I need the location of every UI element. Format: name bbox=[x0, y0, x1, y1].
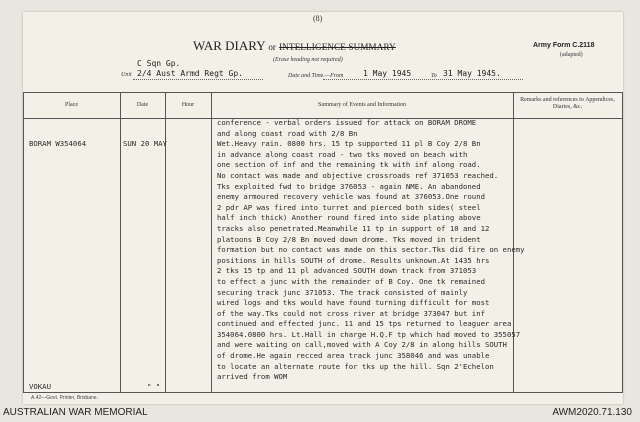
summary-line: and along coast road with 2/8 Bn bbox=[217, 128, 358, 138]
summary-line: continued and effected junc. 11 and 15 tps returned to leaguer area bbox=[217, 319, 512, 329]
date-label: Date and Time.—From bbox=[288, 73, 344, 79]
sub-unit: C Sqn Gp. bbox=[137, 59, 181, 68]
summary-line: half inch thick) Another round fired into side plating above bbox=[217, 213, 481, 223]
summary-line: Wet.Heavy rain. 0800 hrs. 15 tp supported 11 pl B Coy 2/8 Bn bbox=[217, 139, 481, 149]
summary-line: one section of inf and the remaining tk with inf along road. bbox=[217, 160, 481, 170]
title-struck: INTELLIGENCE SUMMARY bbox=[279, 42, 396, 52]
col-rule-left bbox=[23, 92, 24, 392]
col-rule-date bbox=[165, 92, 166, 392]
summary-line: platoons B Coy 2/8 Bn moved down drome. Tks moved in trident bbox=[217, 234, 481, 244]
col-rule-hour bbox=[211, 92, 212, 392]
summary-line: No contact was made and objective crossroads ref 371053 reached. bbox=[217, 170, 499, 180]
summary-line: wired logs and tks would have found turning difficult for most bbox=[217, 298, 490, 308]
entry-date: " " bbox=[147, 382, 161, 391]
summary-line: Tks exploited fwd to bridge 376053 - again NME. An abandoned bbox=[217, 181, 481, 191]
summary-line: 2 pdr AP was fired into turret and pierced both sides( steel bbox=[217, 202, 481, 212]
entry-place: BORAM W354064 bbox=[29, 139, 87, 148]
summary-text bbox=[217, 118, 569, 383]
summary-line: of drome.He again recced area track junc 358046 and was unable bbox=[217, 351, 490, 361]
date-underline bbox=[323, 79, 523, 80]
document-title bbox=[193, 38, 396, 54]
entry-place: VOKAU bbox=[29, 382, 51, 391]
summary-line: to locate an alternate route for tks up the hill. Sqn 2'Echelon bbox=[217, 361, 494, 371]
date-from: 1 May 1945 bbox=[363, 69, 412, 78]
unit-underline bbox=[133, 79, 263, 80]
summary-line: to effect a junc with the remainder of B Coy. One tk remained bbox=[217, 276, 485, 286]
erase-note: (Erase heading not required) bbox=[273, 57, 343, 63]
summary-line: in advance along coast road - two tks moved on beach with bbox=[217, 149, 468, 159]
header-place: Place bbox=[65, 102, 78, 108]
page-number: (8) bbox=[313, 14, 323, 23]
accession-number: AWM2020.71.130 bbox=[552, 407, 632, 418]
header-remarks: Remarks and references to Appendices, Diaries, &c. bbox=[520, 97, 615, 110]
unit-value: 2/4 Aust Armd Regt Gp. bbox=[137, 69, 243, 78]
summary-line: of the way.Tks could not cross river at bridge 373047 but inf bbox=[217, 308, 485, 318]
summary-line: tracks also penetrated.Meanwhile 11 tp in support of 10 and 12 bbox=[217, 223, 490, 233]
table-top-rule bbox=[23, 92, 623, 93]
summary-line: and were waiting on call,moved with A Coy 2/8 in along hills SOUTH bbox=[217, 340, 507, 350]
summary-line: positions in hills SOUTH of drome. Results unknown.At 1435 hrs bbox=[217, 255, 490, 265]
diary-table bbox=[23, 92, 623, 392]
army-form-label: Army Form C.2118 bbox=[533, 42, 595, 49]
printer-note: A.42—Govt. Printer, Brisbane. bbox=[31, 395, 98, 401]
summary-line: formation but no contact was made on this sector.Tks did fire on enemy bbox=[217, 245, 525, 255]
date-to: 31 May 1945. bbox=[443, 69, 501, 78]
title-or: or bbox=[268, 42, 276, 52]
col-rule-place bbox=[120, 92, 121, 392]
army-form-note: (adapted) bbox=[560, 52, 583, 58]
entry-date: SUN 20 MAY bbox=[123, 139, 167, 148]
summary-line: securing track junc 371053. The track consisted of mainly bbox=[217, 287, 468, 297]
unit-label: Unit bbox=[121, 72, 132, 78]
header-hour: Hour bbox=[181, 102, 195, 108]
summary-line: 2 tks 15 tp and 11 pl advanced SOUTH down track from 371053 bbox=[217, 266, 477, 276]
war-diary-sheet bbox=[23, 12, 623, 404]
summary-line: conference - verbal orders issued for attack on BORAM DROME bbox=[217, 118, 477, 127]
col-rule-right bbox=[622, 92, 623, 392]
header-date: Date bbox=[136, 102, 149, 108]
title-prefix: WAR DIARY bbox=[193, 38, 266, 53]
summary-line: arrived from WOM bbox=[217, 372, 288, 382]
header-summary: Summary of Events and Information bbox=[318, 102, 406, 108]
date-to-label: To bbox=[431, 73, 437, 79]
summary-line: 354064.0800 hrs. Lt.Hall in charge H.Q.F tp which had moved to 355057 bbox=[217, 329, 521, 339]
archive-credit: AUSTRALIAN WAR MEMORIAL bbox=[3, 407, 148, 418]
summary-line: enemy armoured recovery vehicle was found at 376053.One round bbox=[217, 192, 485, 202]
